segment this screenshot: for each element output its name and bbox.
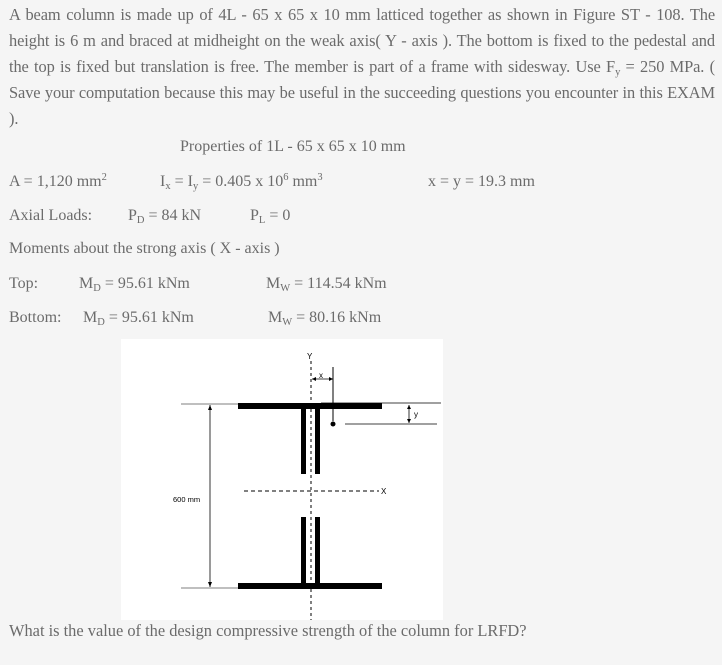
bottom-left-angle-vertical-leg — [301, 517, 306, 589]
x-offset-label: x — [319, 371, 323, 380]
moments-title: Moments about the strong axis ( X - axis ) — [9, 240, 280, 257]
problem-statement — [9, 2, 715, 132]
area-value: A = 1,120 $mm^2$ — [9, 172, 107, 190]
inertia-value: $I_x = I_y = 0.405$ x $10^6$ $mm^3$ — [160, 172, 323, 192]
dimension-label: 600 mm — [173, 495, 201, 504]
bottom-wind-moment: $M_W = 80.16$ kNm — [268, 309, 382, 328]
bottom-dead-moment: $M_D = 95.61$ kNm — [83, 309, 194, 328]
cross-section-figure — [121, 339, 443, 620]
properties-title: Properties of 1L - 65 x 65 x 10 mm — [180, 138, 406, 155]
top-label: Top: — [9, 275, 39, 292]
x-axis-label: X — [381, 487, 387, 496]
y-offset-label: y — [414, 410, 418, 419]
y-axis-label: Y — [307, 352, 313, 361]
top-left-angle-vertical-leg — [301, 403, 306, 474]
centroid-value: x = y = 19.3 mm — [428, 173, 535, 190]
fy-subscript: y — [615, 67, 621, 78]
top-angle-legs — [238, 403, 382, 409]
bottom-right-angle-vertical-leg — [315, 517, 320, 589]
problem-text: A beam column is made up of 4L - 65 x 65 x 10 mm latticed together as shown in Figure ST - 108. The height is 6 m and braced at midheight on the weak axis( Y - axis ). The bottom is fixed to the pedestal and the top is fixed but translation is free. The member is part of a frame with sidesway. Use F — [9, 5, 715, 76]
problem-text-end: = 250 MPa. ( Save your computation because this may be useful in the succeeding questions you encounter in this EXAM ). — [9, 57, 715, 128]
top-wind-moment: $M_W = 114.54$ kNm — [266, 275, 387, 294]
dead-load-value: $P_D = 84$ kN — [128, 207, 202, 226]
top-dead-moment: $M_D = 95.61$ kNm — [79, 275, 190, 294]
question-text: What is the value of the design compressive strength of the column for LRFD? — [9, 621, 527, 640]
bottom-label: Bottom: — [9, 309, 62, 326]
centroid-dot — [331, 422, 336, 427]
live-load-value: $P_L = 0$ — [250, 207, 291, 226]
axial-loads-label: Axial Loads: — [9, 207, 93, 224]
lattice-section-diagram — [121, 339, 443, 620]
bottom-angle-legs — [238, 583, 382, 589]
top-right-angle-vertical-leg — [315, 403, 320, 474]
